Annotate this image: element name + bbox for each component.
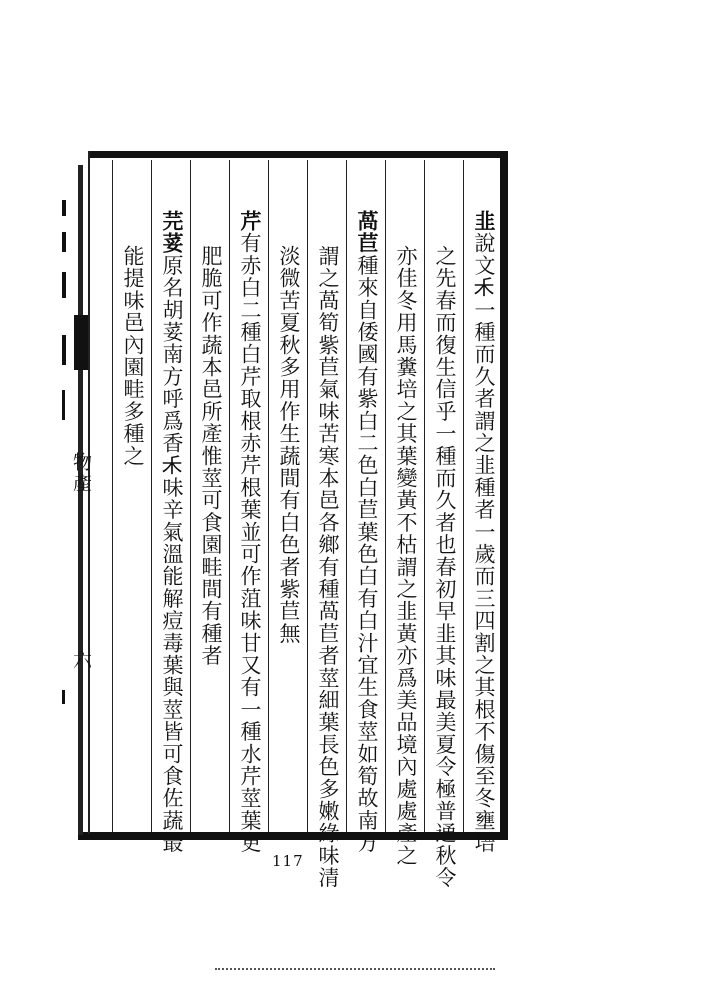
entry-heading: 萵苣 — [355, 210, 380, 255]
page-number: 117 — [272, 852, 304, 870]
text-column — [349, 210, 385, 854]
text-column — [388, 245, 424, 865]
column-divider — [268, 160, 269, 832]
column-text: 肥脆可作蔬本邑所產惟莖可食園畦間有種者 — [199, 245, 223, 667]
scan-artifact-line — [215, 968, 495, 972]
column-divider — [190, 160, 191, 832]
text-column — [115, 245, 151, 865]
column-text: 謂之萵筍紫苣氣味苦寒本邑各鄉有種萵苣者莖細葉長色多嫩綠味清 — [316, 245, 340, 889]
column-divider — [346, 160, 347, 832]
margin-mark — [62, 200, 66, 216]
column-divider — [151, 160, 152, 832]
text-column — [193, 245, 229, 865]
text-column — [154, 210, 190, 854]
margin-mark — [62, 390, 65, 420]
entry-heading: 韭 — [472, 210, 497, 233]
column-divider — [424, 160, 425, 832]
column-text: 之先春而復生信乎一種而久者也春初早韭其味最美夏令極普通秋令 — [433, 245, 457, 889]
column-divider — [229, 160, 230, 832]
entry-heading: 芹 — [238, 210, 263, 233]
column-text: 有赤白二種白芹取根赤芹根葉並可作菹味甘又有一種水芹莖葉更 — [238, 232, 262, 854]
text-column — [271, 245, 307, 865]
column-divider — [112, 160, 113, 832]
section-label: 物產 — [70, 452, 92, 494]
frame-left-outer-border — [78, 165, 83, 835]
frame-top-border — [88, 151, 508, 158]
column-text: 亦佳冬用馬糞培之其葉變黃不枯謂之韭黃亦爲美品境內處處產之 — [394, 245, 418, 867]
column-divider — [385, 160, 386, 832]
column-divider — [463, 160, 464, 832]
column-text: 原名胡荽南方呼爲香𥝌味辛氣溫能解痘毒葉與莖皆可食佐蔬最 — [160, 254, 184, 854]
leaf-number: 六 — [70, 650, 92, 671]
margin-mark — [62, 272, 66, 298]
fishtail-mark — [74, 315, 88, 370]
text-column — [427, 245, 463, 889]
text-column — [466, 210, 502, 854]
margin-mark — [62, 690, 65, 704]
column-text: 說文𥝌一種而久者謂之韭種者一歲而三四割之其根不傷至冬壅培 — [472, 232, 496, 854]
column-text: 能提味邑內園畦多種之 — [121, 245, 145, 467]
margin-mark — [62, 335, 66, 365]
column-text: 種來自倭國有紫白二色白苣葉色白有白汁宜生食莖如筍故南方 — [355, 254, 379, 854]
text-column — [310, 245, 346, 889]
margin-mark — [62, 232, 66, 252]
text-column — [232, 210, 268, 854]
column-divider — [307, 160, 308, 832]
column-text: 淡微苦夏秋多用作生蔬間有白色者紫苣無 — [277, 245, 301, 645]
entry-heading: 芫荽 — [160, 210, 185, 255]
